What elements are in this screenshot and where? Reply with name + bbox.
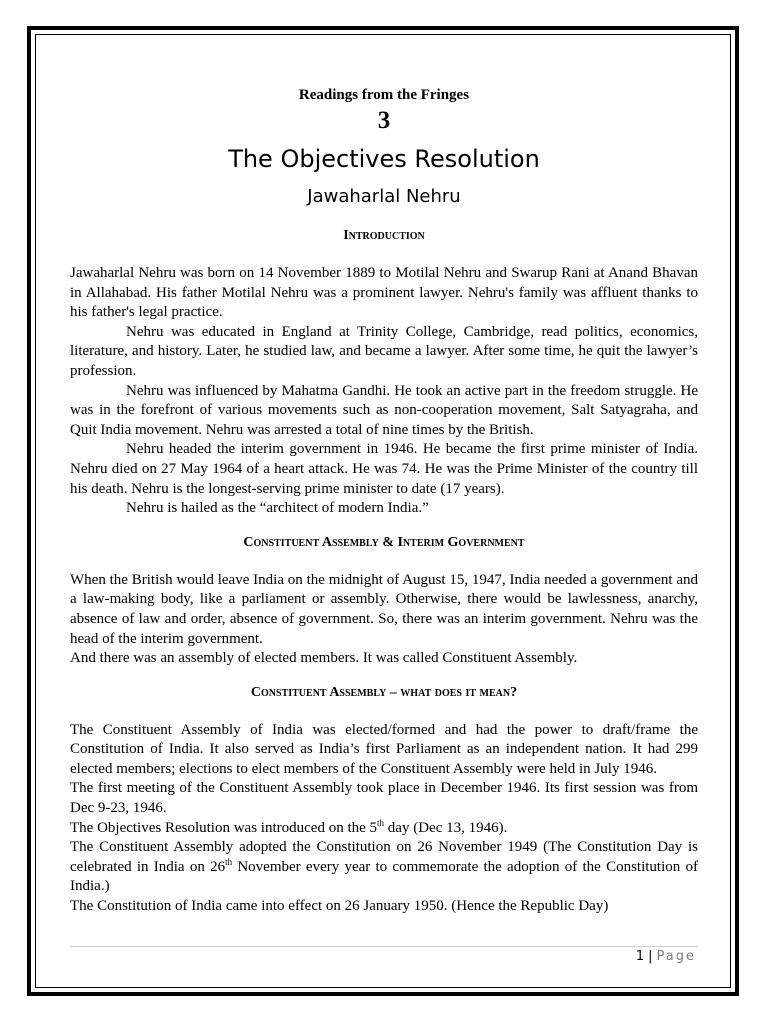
paragraph: The first meeting of the Constituent Assembly took place in December 1946. Its first session was from Dec 9-23, 1946. xyxy=(70,780,698,817)
series-title: Readings from the Fringes xyxy=(298,87,470,103)
paragraph: Jawaharlal Nehru was born on 14 November 1889 to Motilal Nehru and Swarup Rani at Anand Bhavan in Allahabad. His father Motilal Nehru was a prominent lawyer. Nehru's family was affluent thanks to his father's legal practice. xyxy=(70,265,698,321)
chapter-number: 3 xyxy=(377,107,391,134)
superscript: th xyxy=(377,817,385,828)
page-content xyxy=(70,84,698,917)
text-span: day (Dec 13, 1946). xyxy=(384,819,508,836)
paragraph-objectives xyxy=(70,819,698,839)
paragraph: Nehru is hailed as the “architect of modern India.” xyxy=(126,500,429,517)
document-title: The Objectives Resolution xyxy=(228,145,540,173)
paragraph: The Constitution of India came into effect on 26 January 1950. (Hence the Republic Day) xyxy=(70,898,609,915)
author-name: Jawaharlal Nehru xyxy=(307,186,461,207)
page-label: Page xyxy=(656,949,696,964)
text-span: November every year to commemorate the adoption of the Constitution of India.) xyxy=(70,858,698,895)
text-span: The Constituent Assembly adopted the Constitution on 26 November 1949 (The Constitution Day is celebrated in India on 26 xyxy=(70,839,698,875)
section-heading-introduction: Introduction xyxy=(343,228,425,243)
page-footer xyxy=(636,949,696,964)
page-number: 1 xyxy=(635,949,645,964)
paragraph: Nehru was educated in England at Trinity College, Cambridge, read politics, economics, literature, and history. Later, he studied law, and became a lawyer. After some time, he quit the lawyer’s profession. xyxy=(70,323,698,379)
footer-divider xyxy=(70,946,698,947)
paragraph: When the British would leave India on the midnight of August 15, 1947, India needed a government and a law-making body, like a parliament or assembly. Otherwise, there would be lawlessness, anarchy, absence of law and order, absence of government. So, there was an interim government. Nehru was the head of the interim government. xyxy=(70,571,698,647)
paragraph-adoption xyxy=(70,838,698,897)
section-heading-meaning: Constituent Assembly – what does it mean? xyxy=(250,684,518,700)
paragraph: And there was an assembly of elected members. It was called Constituent Assembly. xyxy=(70,650,578,667)
paragraph: Nehru was influenced by Mahatma Gandhi. He took an active part in the freedom struggle. He was in the forefront of various movements such as non-cooperation movement, Salt Satyagraha, and Quit India movement. Nehru was arrested a total of nine times by the British. xyxy=(70,382,698,438)
superscript: th xyxy=(225,856,233,867)
footer-separator: | xyxy=(648,949,653,964)
text-span: The Objectives Resolution was introduced on the 5 xyxy=(70,819,378,836)
paragraph: The Constituent Assembly of India was elected/formed and had the power to draft/frame the Constitution of India. It also served as India’s first Parliament as an independent nation. It had 299 elected members; elections to elect members of the Constituent Assembly were held in July 1946. xyxy=(70,721,698,777)
paragraph: Nehru headed the interim government in 1946. He became the first prime minister of India. Nehru died on 27 May 1964 of a heart attack. He was 74. He was the Prime Minister of the country till his death. Nehru is the longest-serving prime minister to date (17 years). xyxy=(70,441,698,497)
section-heading-interim: Constituent Assembly & Interim Government xyxy=(243,534,525,550)
